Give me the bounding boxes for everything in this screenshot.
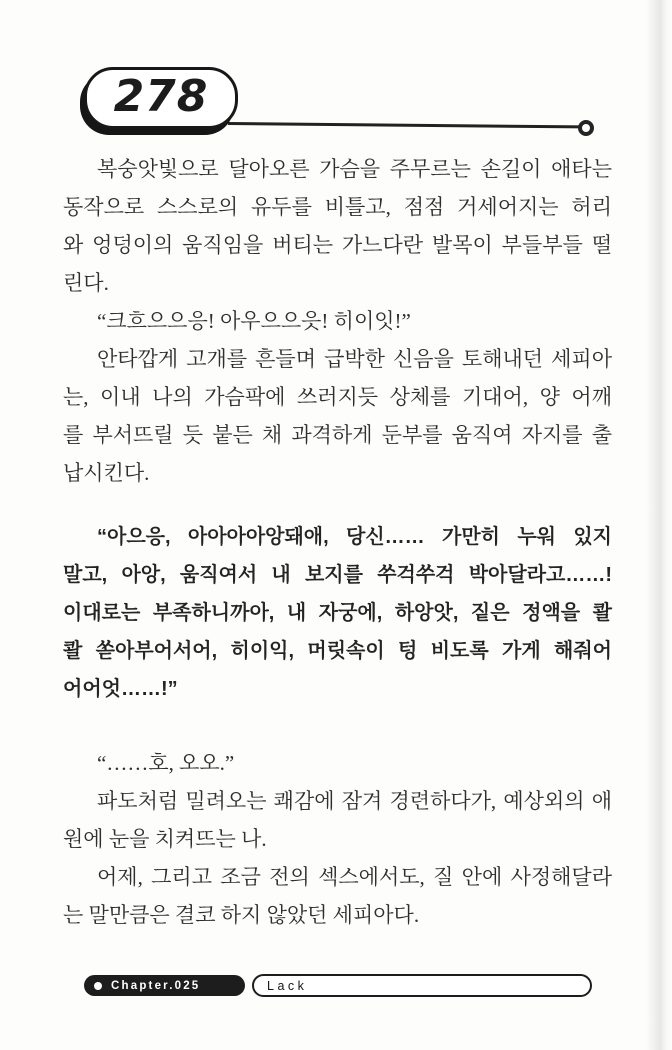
chapter-label: Chapter.025 xyxy=(111,979,201,992)
text-line: 린다. xyxy=(63,271,109,295)
text-line: 말고, 아앙, 움직여서 내 보지를 쑤걱쑤걱 박아달라고……! xyxy=(63,564,612,586)
text-line: 복숭앗빛으로 달아오른 가슴을 주무르는 손길이 애타는 xyxy=(97,157,612,181)
text-line: 는 말만큼은 결코 하지 않았던 세피아다. xyxy=(63,903,420,927)
text-line: 는, 이내 나의 가슴팍에 쓰러지듯 상체를 기대어, 양 어깨 xyxy=(63,385,612,409)
text-line: “……호, 오오.” xyxy=(97,751,235,775)
body-text xyxy=(63,150,612,934)
text-line: 동작으로 스스로의 유두를 비틀고, 점점 거세어지는 허리 xyxy=(63,195,612,219)
line-end-ring-icon xyxy=(578,120,594,136)
text-paragraph xyxy=(63,744,612,782)
dialogue-paragraph-emphasis xyxy=(63,518,612,708)
text-line: 납시킨다. xyxy=(63,461,150,485)
series-title-label: Lack xyxy=(267,978,308,993)
text-line: 어어엇……!” xyxy=(63,678,178,700)
text-line: 원에 눈을 치켜뜨는 나. xyxy=(63,827,267,851)
text-line: 이대로는 부족하니까아, 내 자궁에, 하앙앗, 짙은 정액을 콸 xyxy=(63,602,612,624)
page-number-badge xyxy=(84,67,238,129)
text-line: 와 엉덩이의 움직임을 버티는 가느다란 발목이 부들부들 떨 xyxy=(63,233,612,257)
page-edge-shading xyxy=(646,0,672,1050)
text-line: “크흐으으응! 아우으으읏! 히이잇!” xyxy=(97,309,411,333)
text-line: “아으응, 아아아아앙돼애, 당신…… 가만히 누워 있지 xyxy=(97,526,612,548)
text-line: 파도처럼 밀려오는 쾌감에 잠겨 경련하다가, 예상외의 애 xyxy=(97,789,612,813)
text-line: 안타깝게 고개를 흔들며 급박한 신음을 토해내던 세피아 xyxy=(97,347,612,371)
text-line: 를 부서뜨릴 듯 붙든 채 과격하게 둔부를 움직여 자지를 출 xyxy=(63,423,612,447)
text-paragraph xyxy=(63,150,612,302)
text-paragraph xyxy=(63,782,612,858)
text-paragraph xyxy=(63,340,612,492)
bullet-dot-icon xyxy=(94,982,102,990)
text-paragraph xyxy=(63,302,612,340)
header-rule-line xyxy=(228,122,582,128)
chapter-badge xyxy=(84,975,245,996)
text-paragraph xyxy=(63,858,612,934)
text-line: 콸 쏟아부어서어, 히이익, 머릿속이 텅 비도록 가게 해줘어 xyxy=(63,640,612,662)
page-number: 278 xyxy=(113,70,209,122)
text-line: 어제, 그리고 조금 전의 섹스에서도, 질 안에 사정해달라 xyxy=(97,865,612,889)
series-title-badge xyxy=(252,974,592,997)
